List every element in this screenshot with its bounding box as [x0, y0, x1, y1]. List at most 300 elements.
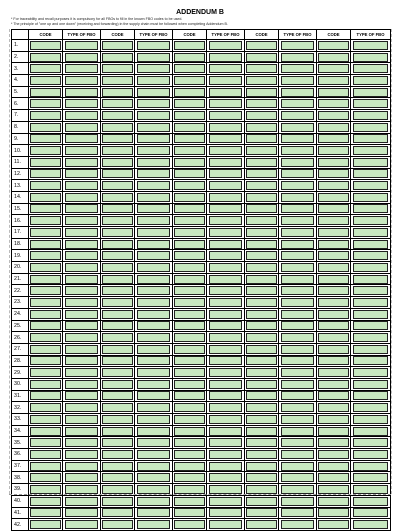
fbo-type-input-field[interactable]	[65, 438, 99, 447]
code-input-field[interactable]	[174, 181, 204, 190]
code-input-field[interactable]	[174, 64, 204, 73]
fbo-type-input-field[interactable]	[137, 41, 171, 50]
fbo-type-input-field[interactable]	[353, 228, 389, 237]
code-input-field[interactable]	[30, 321, 60, 330]
code-input-field[interactable]	[102, 310, 132, 319]
code-input-field[interactable]	[30, 380, 60, 389]
fbo-type-input-field[interactable]	[65, 204, 99, 213]
code-input-field[interactable]	[102, 333, 132, 342]
code-input-field[interactable]	[246, 368, 276, 377]
fbo-type-input-field[interactable]	[209, 298, 243, 307]
code-input-field[interactable]	[246, 251, 276, 260]
code-input-field[interactable]	[246, 146, 276, 155]
code-input-field[interactable]	[102, 403, 132, 412]
fbo-type-input-field[interactable]	[353, 321, 389, 330]
fbo-type-input-field[interactable]	[281, 462, 315, 471]
code-input-field[interactable]	[318, 240, 348, 249]
fbo-type-input-field[interactable]	[137, 64, 171, 73]
fbo-type-input-field[interactable]	[65, 193, 99, 202]
code-input-field[interactable]	[30, 146, 60, 155]
code-input-field[interactable]	[30, 508, 60, 517]
fbo-type-input-field[interactable]	[209, 64, 243, 73]
fbo-type-input-field[interactable]	[209, 462, 243, 471]
fbo-type-input-field[interactable]	[353, 76, 389, 85]
fbo-type-input-field[interactable]	[353, 64, 389, 73]
code-input-field[interactable]	[318, 438, 348, 447]
fbo-type-input-field[interactable]	[209, 508, 243, 517]
fbo-type-input-field[interactable]	[281, 345, 315, 354]
code-input-field[interactable]	[30, 310, 60, 319]
code-input-field[interactable]	[102, 450, 132, 459]
fbo-type-input-field[interactable]	[281, 473, 315, 482]
code-input-field[interactable]	[174, 134, 204, 143]
fbo-type-input-field[interactable]	[65, 88, 99, 97]
code-input-field[interactable]	[174, 520, 204, 529]
code-input-field[interactable]	[246, 310, 276, 319]
code-input-field[interactable]	[102, 169, 132, 178]
fbo-type-input-field[interactable]	[353, 216, 389, 225]
code-input-field[interactable]	[174, 263, 204, 272]
fbo-type-input-field[interactable]	[137, 158, 171, 167]
fbo-type-input-field[interactable]	[209, 193, 243, 202]
code-input-field[interactable]	[318, 427, 348, 436]
fbo-type-input-field[interactable]	[353, 251, 389, 260]
code-input-field[interactable]	[102, 438, 132, 447]
code-input-field[interactable]	[30, 520, 60, 529]
code-input-field[interactable]	[102, 345, 132, 354]
code-input-field[interactable]	[30, 181, 60, 190]
code-input-field[interactable]	[318, 368, 348, 377]
code-input-field[interactable]	[174, 53, 204, 62]
code-input-field[interactable]	[30, 169, 60, 178]
fbo-type-input-field[interactable]	[65, 251, 99, 260]
fbo-type-input-field[interactable]	[65, 41, 99, 50]
code-input-field[interactable]	[318, 193, 348, 202]
fbo-type-input-field[interactable]	[353, 53, 389, 62]
fbo-type-input-field[interactable]	[209, 216, 243, 225]
fbo-type-input-field[interactable]	[209, 134, 243, 143]
code-input-field[interactable]	[30, 111, 60, 120]
code-input-field[interactable]	[174, 391, 204, 400]
fbo-type-input-field[interactable]	[137, 391, 171, 400]
code-input-field[interactable]	[246, 41, 276, 50]
fbo-type-input-field[interactable]	[65, 111, 99, 120]
code-input-field[interactable]	[102, 415, 132, 424]
fbo-type-input-field[interactable]	[353, 134, 389, 143]
code-input-field[interactable]	[102, 263, 132, 272]
fbo-type-input-field[interactable]	[137, 88, 171, 97]
fbo-type-input-field[interactable]	[281, 356, 315, 365]
fbo-type-input-field[interactable]	[353, 286, 389, 295]
fbo-type-input-field[interactable]	[65, 228, 99, 237]
fbo-type-input-field[interactable]	[137, 497, 171, 506]
fbo-type-input-field[interactable]	[281, 310, 315, 319]
code-input-field[interactable]	[318, 286, 348, 295]
code-input-field[interactable]	[30, 403, 60, 412]
fbo-type-input-field[interactable]	[209, 321, 243, 330]
fbo-type-input-field[interactable]	[281, 41, 315, 50]
fbo-type-input-field[interactable]	[209, 111, 243, 120]
code-input-field[interactable]	[246, 427, 276, 436]
fbo-type-input-field[interactable]	[137, 181, 171, 190]
fbo-type-input-field[interactable]	[65, 497, 99, 506]
code-input-field[interactable]	[102, 123, 132, 132]
code-input-field[interactable]	[174, 41, 204, 50]
code-input-field[interactable]	[318, 41, 348, 50]
code-input-field[interactable]	[174, 345, 204, 354]
fbo-type-input-field[interactable]	[65, 462, 99, 471]
code-input-field[interactable]	[30, 368, 60, 377]
code-input-field[interactable]	[102, 286, 132, 295]
fbo-type-input-field[interactable]	[209, 391, 243, 400]
code-input-field[interactable]	[318, 134, 348, 143]
code-input-field[interactable]	[318, 275, 348, 284]
code-input-field[interactable]	[174, 462, 204, 471]
code-input-field[interactable]	[246, 333, 276, 342]
fbo-type-input-field[interactable]	[353, 438, 389, 447]
fbo-type-input-field[interactable]	[65, 380, 99, 389]
fbo-type-input-field[interactable]	[137, 193, 171, 202]
code-input-field[interactable]	[246, 204, 276, 213]
fbo-type-input-field[interactable]	[353, 99, 389, 108]
fbo-type-input-field[interactable]	[137, 333, 171, 342]
code-input-field[interactable]	[174, 240, 204, 249]
code-input-field[interactable]	[318, 146, 348, 155]
code-input-field[interactable]	[246, 275, 276, 284]
fbo-type-input-field[interactable]	[281, 134, 315, 143]
fbo-type-input-field[interactable]	[137, 99, 171, 108]
fbo-type-input-field[interactable]	[209, 310, 243, 319]
code-input-field[interactable]	[174, 298, 204, 307]
code-input-field[interactable]	[102, 216, 132, 225]
fbo-type-input-field[interactable]	[137, 76, 171, 85]
fbo-type-input-field[interactable]	[281, 485, 315, 494]
fbo-type-input-field[interactable]	[281, 438, 315, 447]
code-input-field[interactable]	[318, 345, 348, 354]
code-input-field[interactable]	[318, 111, 348, 120]
fbo-type-input-field[interactable]	[209, 76, 243, 85]
code-input-field[interactable]	[102, 64, 132, 73]
fbo-type-input-field[interactable]	[353, 333, 389, 342]
code-input-field[interactable]	[246, 53, 276, 62]
code-input-field[interactable]	[318, 204, 348, 213]
fbo-type-input-field[interactable]	[65, 275, 99, 284]
code-input-field[interactable]	[246, 76, 276, 85]
code-input-field[interactable]	[246, 415, 276, 424]
code-input-field[interactable]	[174, 169, 204, 178]
code-input-field[interactable]	[174, 321, 204, 330]
code-input-field[interactable]	[102, 508, 132, 517]
code-input-field[interactable]	[30, 76, 60, 85]
fbo-type-input-field[interactable]	[137, 485, 171, 494]
code-input-field[interactable]	[318, 158, 348, 167]
code-input-field[interactable]	[318, 228, 348, 237]
code-input-field[interactable]	[318, 181, 348, 190]
code-input-field[interactable]	[246, 462, 276, 471]
code-input-field[interactable]	[30, 286, 60, 295]
code-input-field[interactable]	[318, 520, 348, 529]
code-input-field[interactable]	[30, 427, 60, 436]
fbo-type-input-field[interactable]	[281, 321, 315, 330]
fbo-type-input-field[interactable]	[281, 181, 315, 190]
fbo-type-input-field[interactable]	[65, 520, 99, 529]
fbo-type-input-field[interactable]	[281, 240, 315, 249]
fbo-type-input-field[interactable]	[353, 368, 389, 377]
code-input-field[interactable]	[174, 427, 204, 436]
fbo-type-input-field[interactable]	[281, 415, 315, 424]
code-input-field[interactable]	[102, 380, 132, 389]
fbo-type-input-field[interactable]	[65, 181, 99, 190]
code-input-field[interactable]	[246, 216, 276, 225]
fbo-type-input-field[interactable]	[281, 99, 315, 108]
fbo-type-input-field[interactable]	[281, 216, 315, 225]
fbo-type-input-field[interactable]	[137, 146, 171, 155]
code-input-field[interactable]	[318, 53, 348, 62]
code-input-field[interactable]	[30, 333, 60, 342]
code-input-field[interactable]	[318, 450, 348, 459]
fbo-type-input-field[interactable]	[353, 427, 389, 436]
code-input-field[interactable]	[174, 368, 204, 377]
code-input-field[interactable]	[102, 76, 132, 85]
fbo-type-input-field[interactable]	[281, 88, 315, 97]
code-input-field[interactable]	[30, 345, 60, 354]
code-input-field[interactable]	[174, 123, 204, 132]
fbo-type-input-field[interactable]	[65, 485, 99, 494]
fbo-type-input-field[interactable]	[209, 356, 243, 365]
code-input-field[interactable]	[174, 403, 204, 412]
code-input-field[interactable]	[174, 204, 204, 213]
code-input-field[interactable]	[246, 123, 276, 132]
fbo-type-input-field[interactable]	[353, 158, 389, 167]
code-input-field[interactable]	[246, 169, 276, 178]
code-input-field[interactable]	[318, 64, 348, 73]
fbo-type-input-field[interactable]	[209, 403, 243, 412]
fbo-type-input-field[interactable]	[137, 111, 171, 120]
code-input-field[interactable]	[30, 53, 60, 62]
code-input-field[interactable]	[174, 438, 204, 447]
code-input-field[interactable]	[102, 134, 132, 143]
code-input-field[interactable]	[102, 111, 132, 120]
code-input-field[interactable]	[174, 251, 204, 260]
fbo-type-input-field[interactable]	[353, 123, 389, 132]
code-input-field[interactable]	[174, 193, 204, 202]
code-input-field[interactable]	[102, 368, 132, 377]
code-input-field[interactable]	[30, 438, 60, 447]
code-input-field[interactable]	[246, 158, 276, 167]
fbo-type-input-field[interactable]	[65, 216, 99, 225]
fbo-type-input-field[interactable]	[137, 415, 171, 424]
code-input-field[interactable]	[318, 310, 348, 319]
code-input-field[interactable]	[30, 123, 60, 132]
fbo-type-input-field[interactable]	[209, 450, 243, 459]
fbo-type-input-field[interactable]	[65, 158, 99, 167]
fbo-type-input-field[interactable]	[209, 88, 243, 97]
code-input-field[interactable]	[174, 508, 204, 517]
code-input-field[interactable]	[318, 123, 348, 132]
code-input-field[interactable]	[102, 193, 132, 202]
code-input-field[interactable]	[246, 240, 276, 249]
fbo-type-input-field[interactable]	[209, 345, 243, 354]
code-input-field[interactable]	[246, 298, 276, 307]
code-input-field[interactable]	[30, 462, 60, 471]
code-input-field[interactable]	[102, 321, 132, 330]
fbo-type-input-field[interactable]	[65, 169, 99, 178]
code-input-field[interactable]	[246, 228, 276, 237]
code-input-field[interactable]	[102, 88, 132, 97]
fbo-type-input-field[interactable]	[209, 333, 243, 342]
code-input-field[interactable]	[174, 497, 204, 506]
fbo-type-input-field[interactable]	[137, 310, 171, 319]
fbo-type-input-field[interactable]	[353, 169, 389, 178]
code-input-field[interactable]	[102, 158, 132, 167]
fbo-type-input-field[interactable]	[137, 368, 171, 377]
code-input-field[interactable]	[318, 88, 348, 97]
fbo-type-input-field[interactable]	[137, 263, 171, 272]
fbo-type-input-field[interactable]	[65, 321, 99, 330]
code-input-field[interactable]	[246, 438, 276, 447]
code-input-field[interactable]	[30, 134, 60, 143]
code-input-field[interactable]	[174, 415, 204, 424]
fbo-type-input-field[interactable]	[281, 391, 315, 400]
fbo-type-input-field[interactable]	[353, 204, 389, 213]
code-input-field[interactable]	[102, 356, 132, 365]
fbo-type-input-field[interactable]	[353, 403, 389, 412]
code-input-field[interactable]	[318, 473, 348, 482]
fbo-type-input-field[interactable]	[353, 356, 389, 365]
fbo-type-input-field[interactable]	[137, 298, 171, 307]
fbo-type-input-field[interactable]	[353, 415, 389, 424]
fbo-type-input-field[interactable]	[353, 391, 389, 400]
fbo-type-input-field[interactable]	[281, 146, 315, 155]
code-input-field[interactable]	[318, 251, 348, 260]
code-input-field[interactable]	[30, 473, 60, 482]
fbo-type-input-field[interactable]	[137, 520, 171, 529]
fbo-type-input-field[interactable]	[65, 345, 99, 354]
fbo-type-input-field[interactable]	[65, 298, 99, 307]
fbo-type-input-field[interactable]	[281, 275, 315, 284]
code-input-field[interactable]	[102, 275, 132, 284]
fbo-type-input-field[interactable]	[137, 321, 171, 330]
fbo-type-input-field[interactable]	[353, 146, 389, 155]
fbo-type-input-field[interactable]	[353, 310, 389, 319]
fbo-type-input-field[interactable]	[209, 485, 243, 494]
code-input-field[interactable]	[246, 88, 276, 97]
code-input-field[interactable]	[246, 473, 276, 482]
code-input-field[interactable]	[102, 298, 132, 307]
code-input-field[interactable]	[102, 427, 132, 436]
code-input-field[interactable]	[318, 169, 348, 178]
fbo-type-input-field[interactable]	[209, 99, 243, 108]
code-input-field[interactable]	[102, 497, 132, 506]
fbo-type-input-field[interactable]	[209, 169, 243, 178]
fbo-type-input-field[interactable]	[281, 368, 315, 377]
code-input-field[interactable]	[30, 240, 60, 249]
fbo-type-input-field[interactable]	[281, 427, 315, 436]
fbo-type-input-field[interactable]	[65, 99, 99, 108]
code-input-field[interactable]	[30, 263, 60, 272]
fbo-type-input-field[interactable]	[353, 380, 389, 389]
code-input-field[interactable]	[102, 473, 132, 482]
fbo-type-input-field[interactable]	[137, 508, 171, 517]
fbo-type-input-field[interactable]	[281, 158, 315, 167]
code-input-field[interactable]	[30, 64, 60, 73]
code-input-field[interactable]	[174, 111, 204, 120]
fbo-type-input-field[interactable]	[65, 415, 99, 424]
fbo-type-input-field[interactable]	[209, 146, 243, 155]
code-input-field[interactable]	[102, 41, 132, 50]
code-input-field[interactable]	[318, 508, 348, 517]
fbo-type-input-field[interactable]	[353, 345, 389, 354]
fbo-type-input-field[interactable]	[65, 450, 99, 459]
code-input-field[interactable]	[246, 345, 276, 354]
fbo-type-input-field[interactable]	[353, 508, 389, 517]
code-input-field[interactable]	[318, 216, 348, 225]
code-input-field[interactable]	[174, 275, 204, 284]
fbo-type-input-field[interactable]	[353, 240, 389, 249]
fbo-type-input-field[interactable]	[353, 520, 389, 529]
fbo-type-input-field[interactable]	[209, 204, 243, 213]
fbo-type-input-field[interactable]	[281, 64, 315, 73]
fbo-type-input-field[interactable]	[137, 462, 171, 471]
code-input-field[interactable]	[246, 64, 276, 73]
fbo-type-input-field[interactable]	[281, 111, 315, 120]
fbo-type-input-field[interactable]	[281, 286, 315, 295]
fbo-type-input-field[interactable]	[281, 123, 315, 132]
code-input-field[interactable]	[174, 473, 204, 482]
fbo-type-input-field[interactable]	[137, 134, 171, 143]
fbo-type-input-field[interactable]	[209, 415, 243, 424]
fbo-type-input-field[interactable]	[281, 298, 315, 307]
fbo-type-input-field[interactable]	[281, 333, 315, 342]
fbo-type-input-field[interactable]	[281, 204, 315, 213]
fbo-type-input-field[interactable]	[209, 228, 243, 237]
fbo-type-input-field[interactable]	[209, 275, 243, 284]
code-input-field[interactable]	[174, 380, 204, 389]
code-input-field[interactable]	[102, 228, 132, 237]
code-input-field[interactable]	[30, 275, 60, 284]
fbo-type-input-field[interactable]	[281, 403, 315, 412]
code-input-field[interactable]	[174, 88, 204, 97]
code-input-field[interactable]	[102, 520, 132, 529]
code-input-field[interactable]	[246, 263, 276, 272]
fbo-type-input-field[interactable]	[353, 263, 389, 272]
fbo-type-input-field[interactable]	[209, 181, 243, 190]
fbo-type-input-field[interactable]	[137, 123, 171, 132]
fbo-type-input-field[interactable]	[137, 345, 171, 354]
fbo-type-input-field[interactable]	[65, 146, 99, 155]
fbo-type-input-field[interactable]	[65, 356, 99, 365]
fbo-type-input-field[interactable]	[209, 520, 243, 529]
fbo-type-input-field[interactable]	[209, 123, 243, 132]
fbo-type-input-field[interactable]	[353, 462, 389, 471]
code-input-field[interactable]	[30, 497, 60, 506]
code-input-field[interactable]	[246, 403, 276, 412]
fbo-type-input-field[interactable]	[209, 263, 243, 272]
fbo-type-input-field[interactable]	[137, 403, 171, 412]
code-input-field[interactable]	[30, 193, 60, 202]
fbo-type-input-field[interactable]	[65, 134, 99, 143]
fbo-type-input-field[interactable]	[353, 41, 389, 50]
fbo-type-input-field[interactable]	[137, 53, 171, 62]
fbo-type-input-field[interactable]	[353, 485, 389, 494]
code-input-field[interactable]	[174, 450, 204, 459]
code-input-field[interactable]	[102, 99, 132, 108]
code-input-field[interactable]	[102, 462, 132, 471]
code-input-field[interactable]	[102, 146, 132, 155]
fbo-type-input-field[interactable]	[209, 473, 243, 482]
fbo-type-input-field[interactable]	[137, 240, 171, 249]
code-input-field[interactable]	[318, 485, 348, 494]
